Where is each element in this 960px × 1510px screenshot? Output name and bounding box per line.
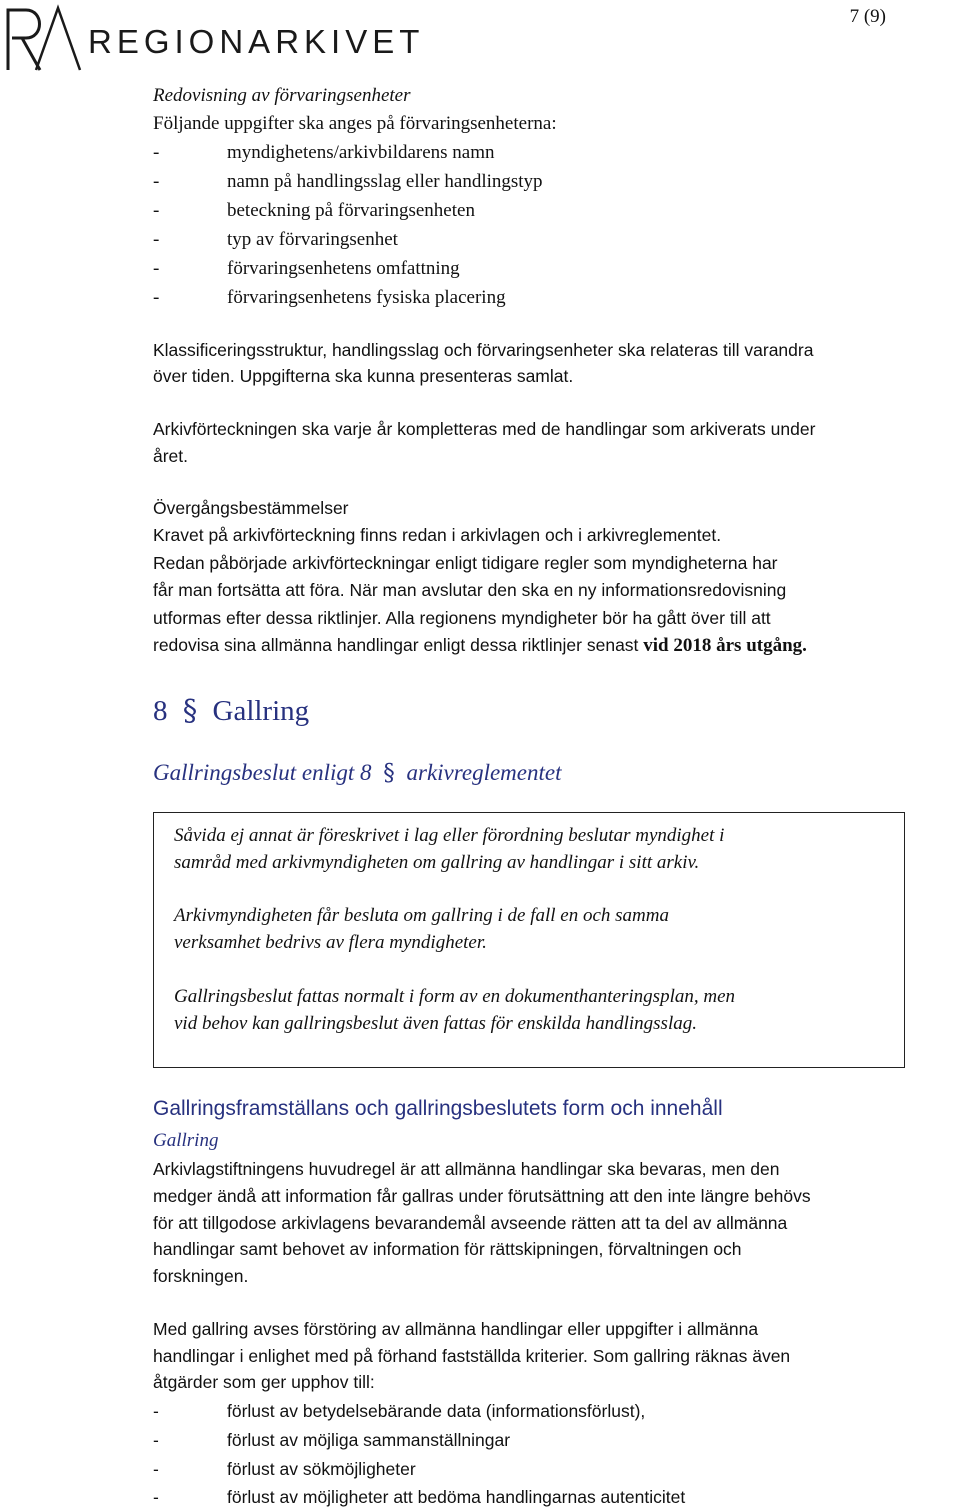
list-item bbox=[153, 228, 398, 252]
paragraph-line: åtgärder som ger upphov till: bbox=[153, 1372, 375, 1392]
paragraph-line: Arkivförteckningen ska varje år kompletteras med de handlingar som arkiverats under bbox=[153, 419, 816, 439]
regionarkivet-logo bbox=[2, 4, 424, 74]
paragraph-line: för att tillgodose arkivlagens bevarandemål avseende rätten att ta del av allmänna bbox=[153, 1213, 788, 1233]
list-item-text: förlust av betydelsebärande data (informationsförlust), bbox=[227, 1401, 646, 1421]
list-item-text: typ av förvaringsenhet bbox=[227, 229, 398, 250]
quote-line: Gallringsbeslut fattas normalt i form av en dokumenthanteringsplan, men bbox=[174, 986, 736, 1007]
dash: - bbox=[153, 171, 160, 192]
paragraph-line: Med gallring avses förstöring av allmänna handlingar eller uppgifter i allmänna bbox=[153, 1319, 759, 1339]
list-item bbox=[153, 1399, 645, 1423]
list-item bbox=[153, 170, 543, 194]
page-number: 7 (9) bbox=[849, 6, 886, 27]
quote-line: samråd med arkivmyndigheten om gallring av handlingar i sitt arkiv. bbox=[174, 852, 700, 873]
paragraph-line: Kravet på arkivförteckning finns redan i arkivlagen och i arkivreglementet. bbox=[153, 525, 722, 545]
dash: - bbox=[153, 229, 160, 250]
list-item-text: förlust av möjliga sammanställningar bbox=[227, 1430, 511, 1450]
paragraph-line: får man fortsätta att föra. När man avslutar den ska en ny informationsredovisning bbox=[153, 580, 787, 600]
paragraph-line: utformas efter dessa riktlinjer. Alla regionens myndigheter bör ha gått över till att bbox=[153, 608, 771, 628]
section-title: Gallring bbox=[212, 695, 310, 727]
dash: - bbox=[153, 1459, 159, 1479]
paragraph-line: Redan påbörjade arkivförteckningar enligt tidigare regler som myndigheterna har bbox=[153, 553, 778, 573]
paragraph-sign-icon: § bbox=[383, 760, 395, 786]
form-heading: Gallringsframställans och gallringsbeslutets form och innehåll bbox=[153, 1097, 723, 1120]
list-item-text: förlust av möjligheter att bedöma handlingarnas autenticitet bbox=[227, 1487, 686, 1507]
quote-line: Arkivmyndigheten får besluta om gallring i de fall en och samma bbox=[174, 905, 669, 926]
paragraph-line: medger ändå att information får gallras under förutsättning att den inte längre behövs bbox=[153, 1186, 811, 1206]
subsection-heading-part: arkivreglementet bbox=[406, 760, 562, 785]
logo-wordmark: REGIONARKIVET bbox=[88, 23, 425, 60]
dash: - bbox=[153, 1401, 159, 1421]
list-item-text: beteckning på förvaringsenheten bbox=[227, 200, 475, 221]
paragraph-line: forskningen. bbox=[153, 1266, 249, 1286]
dash: - bbox=[153, 200, 160, 221]
list-item-text: förlust av sökmöjligheter bbox=[227, 1459, 416, 1479]
list-item-text: myndighetens/arkivbildarens namn bbox=[227, 142, 495, 163]
subheading-redovisning: Redovisning av förvaringsenheter bbox=[153, 85, 411, 106]
paragraph-line: året. bbox=[153, 446, 189, 466]
quote-box bbox=[153, 812, 905, 1068]
paragraph-line: handlingar i enlighet med på förhand fastställda kriterier. Som gallring räknas även bbox=[153, 1346, 791, 1366]
list-item bbox=[153, 257, 460, 281]
quote-line: Såvida ej annat är föreskrivet i lag eller förordning beslutar myndighet i bbox=[174, 825, 725, 846]
paragraph-line: Klassificeringsstruktur, handlingsslag och förvaringsenheter ska relateras till varandra bbox=[153, 340, 814, 360]
quote-line: verksamhet bedrivs av flera myndigheter. bbox=[174, 932, 487, 953]
paragraph-line: Arkivlagstiftningens huvudregel är att allmänna handlingar ska bevaras, men den bbox=[153, 1159, 780, 1179]
list-item-text: förvaringsenhetens fysiska placering bbox=[227, 287, 506, 308]
dash: - bbox=[153, 287, 160, 308]
list-item-text: namn på handlingsslag eller handlingstyp bbox=[227, 171, 543, 192]
list-item bbox=[153, 141, 495, 165]
dash: - bbox=[153, 258, 160, 279]
list-item bbox=[153, 199, 475, 223]
intro-line: Följande uppgifter ska anges på förvaringsenheterna: bbox=[153, 113, 557, 134]
gallring-label: Gallring bbox=[153, 1130, 219, 1151]
paragraph-text: redovisa sina allmänna handlingar enligt dessa riktlinjer senast bbox=[153, 635, 644, 655]
section-number: 8 bbox=[153, 695, 168, 727]
list-item bbox=[153, 286, 506, 310]
paragraph-line bbox=[153, 633, 807, 658]
subsection-heading bbox=[153, 760, 561, 786]
deadline-emphasis: vid 2018 års utgång. bbox=[643, 635, 807, 656]
dash: - bbox=[153, 142, 160, 163]
paragraph-sign-icon: § bbox=[182, 693, 198, 727]
list-item bbox=[153, 1485, 685, 1509]
transition-heading: Övergångsbestämmelser bbox=[153, 498, 349, 518]
paragraph-line: över tiden. Uppgifterna ska kunna presenteras samlat. bbox=[153, 366, 574, 386]
list-item bbox=[153, 1428, 510, 1452]
list-item-text: förvaringsenhetens omfattning bbox=[227, 258, 460, 279]
section-heading bbox=[153, 693, 309, 728]
paragraph-line: handlingar samt behovet av information för rättskipningen, förvaltningen och bbox=[153, 1239, 742, 1259]
subsection-heading-part: Gallringsbeslut enligt 8 bbox=[153, 760, 372, 785]
dash: - bbox=[153, 1487, 159, 1507]
list-item bbox=[153, 1457, 416, 1481]
ra-monogram-icon bbox=[2, 4, 82, 74]
quote-line: vid behov kan gallringsbeslut även fattas för enskilda handlingsslag. bbox=[174, 1013, 697, 1034]
dash: - bbox=[153, 1430, 159, 1450]
